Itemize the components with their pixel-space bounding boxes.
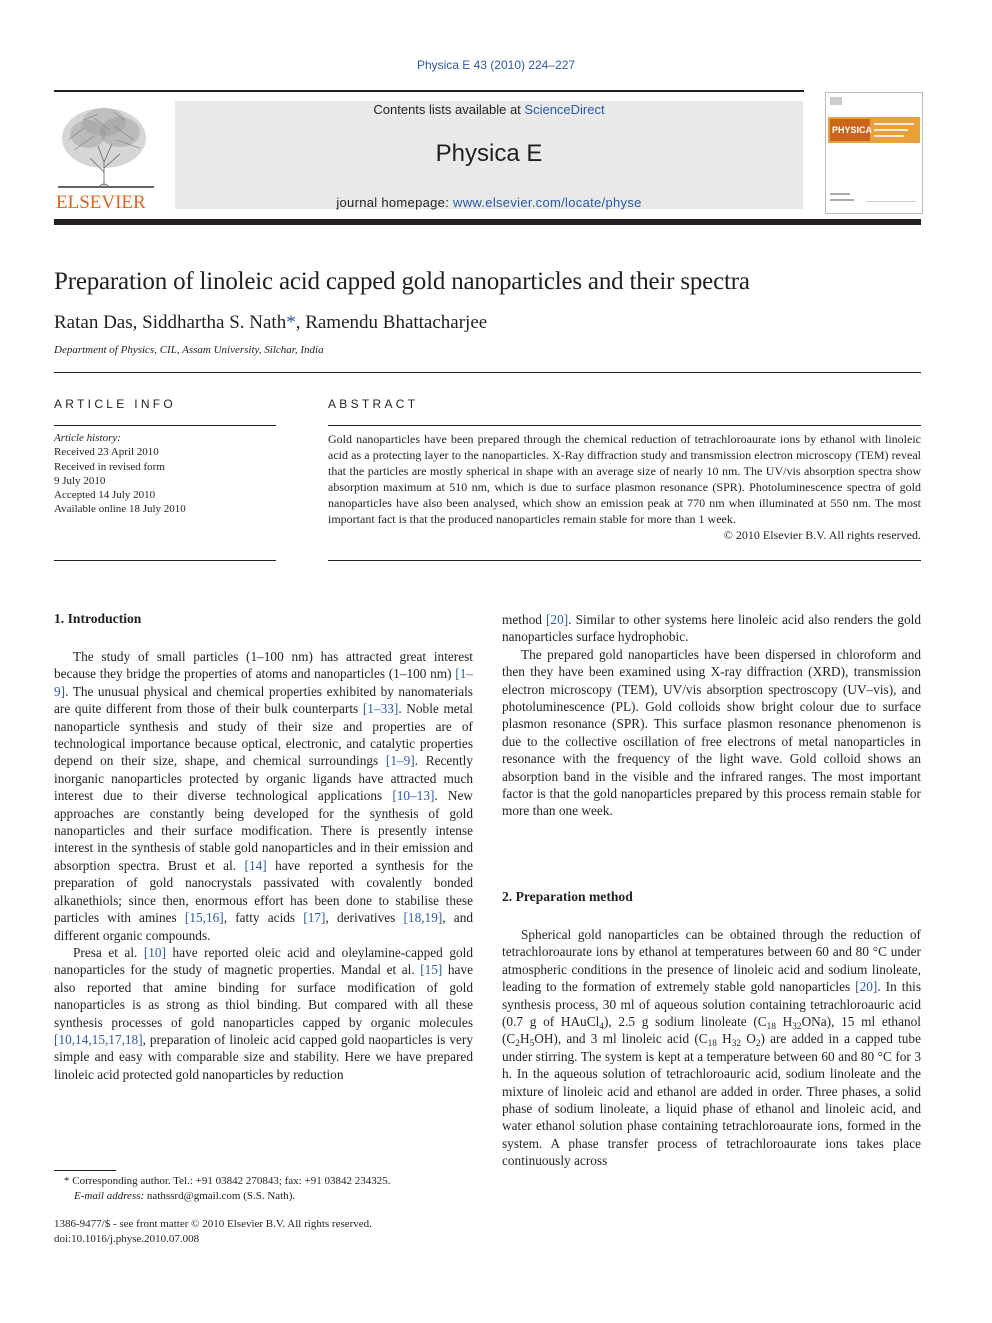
contents-prefix: Contents lists available at: [373, 102, 525, 117]
abstract-body: [328, 431, 921, 543]
intro-paragraph-2: Presa et al. [10] have reported oleic acid and oleylamine-capped gold nanoparticles for the study of magnetic properties. Mandal et al. [15] have also reported that amine binding for surface modification of gold nanoparticles is as strong as thiol binding. But compared with all these synthesis processes of gold nanoparticles capped by organic molecules [10,14,15,17,18], preparation of linoleic acid capped gold naoparticles is very simple and easy with comparable size and stability. Here we have prepared linoleic acid protected gold nanoparticles by reduction: [54, 944, 473, 1082]
email-label: E-mail address:: [74, 1190, 145, 1202]
citation-link[interactable]: [1–9]: [54, 666, 473, 699]
preparation-body: [502, 926, 921, 1170]
column-2-top: [502, 611, 921, 820]
svg-text:PHYSICA: PHYSICA: [832, 125, 873, 135]
citation-link[interactable]: [1–33]: [362, 701, 399, 717]
article-info-heading: ARTICLE INFO: [54, 397, 177, 411]
citation-link[interactable]: [15]: [420, 962, 443, 978]
citation-link[interactable]: [20]: [546, 612, 569, 627]
top-rule: [54, 90, 804, 92]
accepted-date: Accepted 14 July 2010: [54, 489, 156, 502]
author-2: Siddhartha S. Nath: [142, 312, 287, 333]
issn-line: 1386-9477/$ - see front matter © 2010 Elsevier B.V. All rights reserved.: [54, 1218, 372, 1230]
elsevier-logo: [54, 100, 158, 212]
svg-text:ELSEVIER: ELSEVIER: [56, 192, 146, 212]
sciencedirect-link[interactable]: ScienceDirect: [524, 102, 605, 117]
revised-label: Received in revised form: [54, 460, 165, 473]
history-label: Article history:: [54, 432, 121, 444]
email-address[interactable]: nathssrd@gmail.com (S.S. Nath).: [144, 1190, 296, 1202]
abstract-bottom-rule: [328, 560, 921, 561]
header-thick-rule: [54, 219, 921, 225]
article-info-bottom-rule: [54, 560, 276, 561]
intro-paragraph-3: The prepared gold nanoparticles have been dispersed in chloroform and then they have been examined using X-ray diffraction (XRD), transmission electron microscopy (TEM), UV/vis absorption spectroscopy (UV–vis), and photoluminescence (PL). Gold colloids show bright colour due to surface plasmon resonance (SPR). This surface plasmon resonance phenomenon is due to the collective oscillation of free electrons of metal nanoparticles in resonance with the frequency of the light wave. Gold colloid shows an absorption band in the visible and the infrared ranges. The most important factor is that the gold nanoparticles prepared by this process remain stable for more than one week.: [502, 646, 921, 819]
homepage-link[interactable]: www.elsevier.com/locate/physe: [453, 195, 642, 210]
citation-link[interactable]: [10,14,15,17,18]: [54, 1031, 143, 1047]
article-info-rule: [54, 425, 276, 426]
intro-continuation: method [20]. Similar to other systems here linoleic acid also renders the gold nanoparticles surface hydrophobic.: [502, 612, 921, 645]
journal-cover-image: [826, 93, 922, 213]
footnote: [54, 1174, 390, 1204]
citation-link[interactable]: [15,16]: [184, 910, 224, 926]
affiliation: Department of Physics, CIL, Assam University, Silchar, India: [54, 344, 324, 356]
citation-link[interactable]: [10]: [143, 944, 167, 960]
received-date: Received 23 April 2010: [54, 446, 159, 459]
divider: [54, 372, 921, 373]
preparation-paragraph-1: Spherical gold nanoparticles can be obtained through the reduction of tetrachloroaurate ions by ethanol at temperatures between 60 and 80 °C under atmospheric conditions in the presence of linoleic acid and sodium linoleate, leading to the formation of extremely stable gold nanoparticles [20]. In this synthesis process, 30 ml of aqueous solution containing tetrachloroauric acid (0.7 g of HAuCl$_4$), 2.5 g sodium linoleate ($C_{18}$ $H_{32}ONa$), 15 ml ethanol $(C_2H_5OH)$, and 3 ml linoleic acid ($C_{18}$ $H_{32}$ $O_2$) are added in a capped tube under stirring. The system is kept at a temperature between 60 and 80 °C for 3 h. In the aqueous solution of tetrachloroauric acid, sodium linoleate and the mixture of linoleic acid and ethanol are added in order. Three phases, a solid phase of sodium linoleate, a liquid phase of ethanol and linoleic acid, and water ethanol solution phase containing tetrachloroaurate ions, formed in the system. A phase transfer process of tetrachloroaurate ions takes place continuously across: [502, 927, 921, 1169]
citation-link[interactable]: [17]: [303, 910, 326, 926]
corresponding-author-mark[interactable]: *: [286, 312, 296, 333]
author-list: [54, 312, 487, 334]
elsevier-tree-icon: [54, 100, 158, 212]
author-3: , Ramendu Bhattacharjee: [295, 312, 488, 333]
citation-link[interactable]: [14]: [244, 857, 267, 873]
article-history: [54, 431, 186, 517]
journal-name: Physica E: [435, 140, 543, 167]
section-1-heading: 1. Introduction: [54, 611, 142, 626]
online-date: Available online 18 July 2010: [54, 503, 186, 516]
article-title: Preparation of linoleic acid capped gold nanoparticles and their spectra: [54, 268, 750, 295]
homepage-line: [175, 195, 803, 210]
citation-link[interactable]: [1–9]: [385, 753, 415, 769]
citation-link[interactable]: [20]: [855, 979, 878, 995]
section-2-heading: 2. Preparation method: [502, 889, 633, 904]
abstract-text: Gold nanoparticles have been prepared through the chemical reduction of tetrachloroaurate ions by ethanol with linoleic acid as a protecting layer to the nanoparticles. X-Ray diffraction study and transmission electron microscopy (TEM) reveal that the particles are mostly spherical in shape with an average size of nearly 10 nm. The UV/vis absorption spectra show absorption maximum at 510 nm, which is due to surface plasmon resonance (SPR). Photoluminescence spectra of gold nanoparticles have also been analysed, which show an emission peak at 770 nm when illuminated at 550 nm. The most important fact is that the produced nanoparticles remain stable for more than 1 week.: [328, 432, 921, 526]
abstract-rule: [328, 425, 921, 426]
abstract-copyright: © 2010 Elsevier B.V. All rights reserved.: [723, 528, 921, 542]
footnote-rule: [54, 1170, 116, 1171]
citation-link[interactable]: [10–13]: [392, 788, 435, 804]
corresponding-author-note: * Corresponding author. Tel.: +91 03842 270843; fax: +91 03842 234325.: [64, 1175, 391, 1187]
homepage-prefix: journal homepage:: [336, 195, 454, 210]
doi-line[interactable]: doi:10.1016/j.physe.2010.07.008: [54, 1233, 200, 1245]
revised-date: 9 July 2010: [54, 474, 106, 487]
abstract-heading: ABSTRACT: [328, 397, 419, 411]
author-1: Ratan Das,: [54, 312, 143, 333]
front-matter-info: [54, 1217, 372, 1247]
email-note: [54, 1189, 390, 1204]
journal-reference-link[interactable]: Physica E 43 (2010) 224–227: [416, 58, 576, 72]
intro-paragraph-1: The study of small particles (1–100 nm) has attracted great interest because they bridge the properties of atoms and nanoparticles (1–100 nm) [1–9]. The unusual physical and chemical properties exhibited by nanomaterials are quite different from those of their bulk counterparts [1–33]. Noble metal nanoparticle synthesis and study of their size and properties are of technological importance because optical, electronic, and catalytic properties depend on their size, shape, and chemical surroundings [1–9]. Recently inorganic nanoparticles protected by organic ligands have attracted much interest due to their diverse technological applications [10–13]. New approaches are constantly being developed for the synthesis of gold nanoparticles and their surface modification. There is presently intense interest in the synthesis of stable gold nanoparticles and in their emission and absorption spectra. Brust et al. [14] have reported a synthesis for the preparation of gold nanocrystals passivated with covalently bonded alkanethiols; since then, enormous effort has been done to stabilise these particles with amines [15,16], fatty acids [17], derivatives [18,19], and different organic compounds.: [54, 649, 473, 943]
citation-link[interactable]: [18,19]: [403, 910, 443, 926]
journal-cover: [825, 92, 923, 214]
introduction-body: [54, 648, 473, 1083]
contents-line: [175, 102, 803, 117]
